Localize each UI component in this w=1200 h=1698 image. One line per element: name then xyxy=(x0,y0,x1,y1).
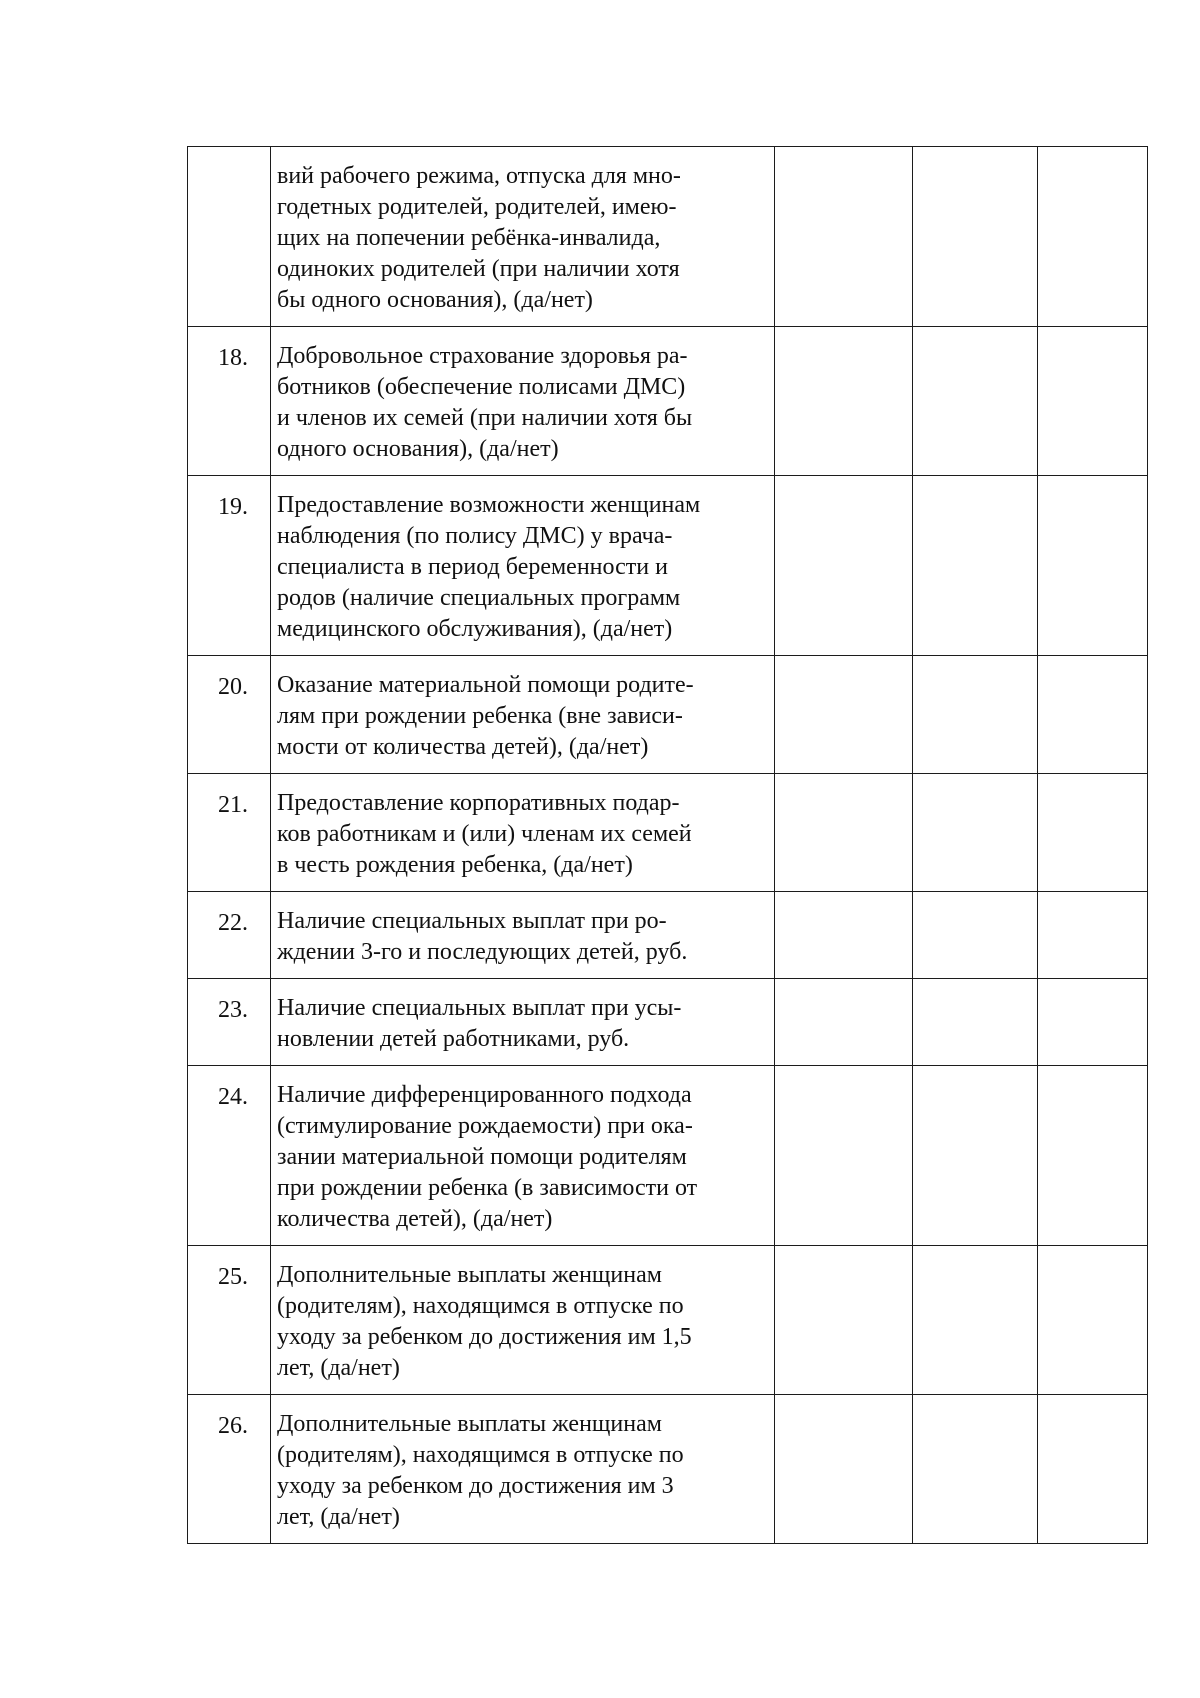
criterion-text-line: в честь рождения ребенка, (да/нет) xyxy=(277,852,633,878)
criterion-text-line: лет, (да/нет) xyxy=(277,1355,400,1381)
row-number: 23. xyxy=(188,979,271,1066)
answer-cell-1 xyxy=(775,774,913,892)
criterion-text-line: Добровольное страхование здоровья ра- xyxy=(277,343,688,369)
answer-cell-2 xyxy=(913,774,1038,892)
answer-cell-2 xyxy=(913,979,1038,1066)
criterion-text-line: (родителям), находящимся в отпуске по xyxy=(277,1293,684,1319)
answer-cell-2 xyxy=(913,892,1038,979)
table-row xyxy=(188,656,1148,774)
table-row xyxy=(188,327,1148,476)
criterion-text xyxy=(271,147,775,327)
answer-cell-2 xyxy=(913,1066,1038,1246)
answer-cell-1 xyxy=(775,147,913,327)
answer-cell-3 xyxy=(1038,656,1148,774)
row-number: 21. xyxy=(188,774,271,892)
criterion-text xyxy=(271,327,775,476)
answer-cell-3 xyxy=(1038,979,1148,1066)
table-row xyxy=(188,1395,1148,1544)
criterion-text-line: (стимулирование рождаемости) при ока- xyxy=(277,1113,693,1139)
criterion-text-line: Предоставление корпоративных подар- xyxy=(277,790,680,816)
criterion-text-line: (родителям), находящимся в отпуске по xyxy=(277,1442,684,1468)
row-number: 18. xyxy=(188,327,271,476)
criterion-text-line: Наличие специальных выплат при усы- xyxy=(277,995,682,1021)
answer-cell-1 xyxy=(775,1246,913,1395)
answer-cell-1 xyxy=(775,892,913,979)
criterion-text-line: Предоставление возможности женщинам xyxy=(277,492,701,518)
criterion-text xyxy=(271,1066,775,1246)
table-row xyxy=(188,1066,1148,1246)
answer-cell-1 xyxy=(775,656,913,774)
answer-cell-3 xyxy=(1038,892,1148,979)
criterion-text-line: медицинского обслуживания), (да/нет) xyxy=(277,616,673,642)
criterion-text-line: уходу за ребенком до достижения им 1,5 xyxy=(277,1324,692,1350)
criterion-text-line: новлении детей работниками, руб. xyxy=(277,1026,630,1052)
criterion-text-line: одного основания), (да/нет) xyxy=(277,436,559,462)
answer-cell-2 xyxy=(913,327,1038,476)
criterion-text-line: наблюдения (по полису ДМС) у врача- xyxy=(277,523,673,549)
criterion-text-line: одиноких родителей (при наличии хотя xyxy=(277,256,680,282)
criterion-text xyxy=(271,656,775,774)
criterion-text-line: Оказание материальной помощи родите- xyxy=(277,672,694,698)
answer-cell-3 xyxy=(1038,1246,1148,1395)
table-row xyxy=(188,476,1148,656)
criterion-text-line: уходу за ребенком до достижения им 3 xyxy=(277,1473,674,1499)
criteria-table xyxy=(187,146,1148,1544)
row-number: 24. xyxy=(188,1066,271,1246)
answer-cell-1 xyxy=(775,476,913,656)
criterion-text xyxy=(271,476,775,656)
table-row xyxy=(188,892,1148,979)
answer-cell-2 xyxy=(913,656,1038,774)
criterion-text xyxy=(271,979,775,1066)
criterion-text-line: специалиста в период беременности и xyxy=(277,554,668,580)
table-row xyxy=(188,1246,1148,1395)
answer-cell-3 xyxy=(1038,1066,1148,1246)
criterion-text-line: Наличие дифференцированного подхода xyxy=(277,1082,692,1108)
criterion-text-line: мости от количества детей), (да/нет) xyxy=(277,734,649,760)
row-number: 25. xyxy=(188,1246,271,1395)
criterion-text-line: при рождении ребенка (в зависимости от xyxy=(277,1175,698,1201)
criteria-table-body xyxy=(188,147,1148,1544)
criterion-text-line: бы одного основания), (да/нет) xyxy=(277,287,593,313)
answer-cell-2 xyxy=(913,476,1038,656)
answer-cell-1 xyxy=(775,1395,913,1544)
answer-cell-2 xyxy=(913,1246,1038,1395)
row-number xyxy=(188,147,271,327)
table-row xyxy=(188,147,1148,327)
answer-cell-3 xyxy=(1038,147,1148,327)
answer-cell-2 xyxy=(913,147,1038,327)
answer-cell-2 xyxy=(913,1395,1038,1544)
criterion-text-line: ботников (обеспечение полисами ДМС) xyxy=(277,374,686,400)
answer-cell-3 xyxy=(1038,1395,1148,1544)
answer-cell-1 xyxy=(775,1066,913,1246)
criterion-text-line: годетных родителей, родителей, имею- xyxy=(277,194,677,220)
criterion-text xyxy=(271,774,775,892)
row-number: 19. xyxy=(188,476,271,656)
criterion-text-line: зании материальной помощи родителям xyxy=(277,1144,687,1170)
criterion-text xyxy=(271,1395,775,1544)
table-row xyxy=(188,774,1148,892)
criterion-text-line: ков работникам и (или) членам их семей xyxy=(277,821,692,847)
answer-cell-3 xyxy=(1038,327,1148,476)
criterion-text-line: и членов их семей (при наличии хотя бы xyxy=(277,405,693,431)
criterion-text-line: вий рабочего режима, отпуска для мно- xyxy=(277,163,681,189)
answer-cell-3 xyxy=(1038,476,1148,656)
row-number: 26. xyxy=(188,1395,271,1544)
answer-cell-3 xyxy=(1038,774,1148,892)
criterion-text-line: Дополнительные выплаты женщинам xyxy=(277,1262,662,1288)
criterion-text-line: родов (наличие специальных программ xyxy=(277,585,681,611)
criterion-text-line: лям при рождении ребенка (вне зависи- xyxy=(277,703,683,729)
criterion-text xyxy=(271,892,775,979)
criterion-text xyxy=(271,1246,775,1395)
answer-cell-1 xyxy=(775,979,913,1066)
table-row xyxy=(188,979,1148,1066)
criterion-text-line: щих на попечении ребёнка-инвалида, xyxy=(277,225,661,251)
criterion-text-line: ждении 3-го и последующих детей, руб. xyxy=(277,939,688,965)
row-number: 22. xyxy=(188,892,271,979)
row-number: 20. xyxy=(188,656,271,774)
criterion-text-line: Дополнительные выплаты женщинам xyxy=(277,1411,662,1437)
criterion-text-line: количества детей), (да/нет) xyxy=(277,1206,553,1232)
answer-cell-1 xyxy=(775,327,913,476)
criterion-text-line: лет, (да/нет) xyxy=(277,1504,400,1530)
criterion-text-line: Наличие специальных выплат при ро- xyxy=(277,908,667,934)
